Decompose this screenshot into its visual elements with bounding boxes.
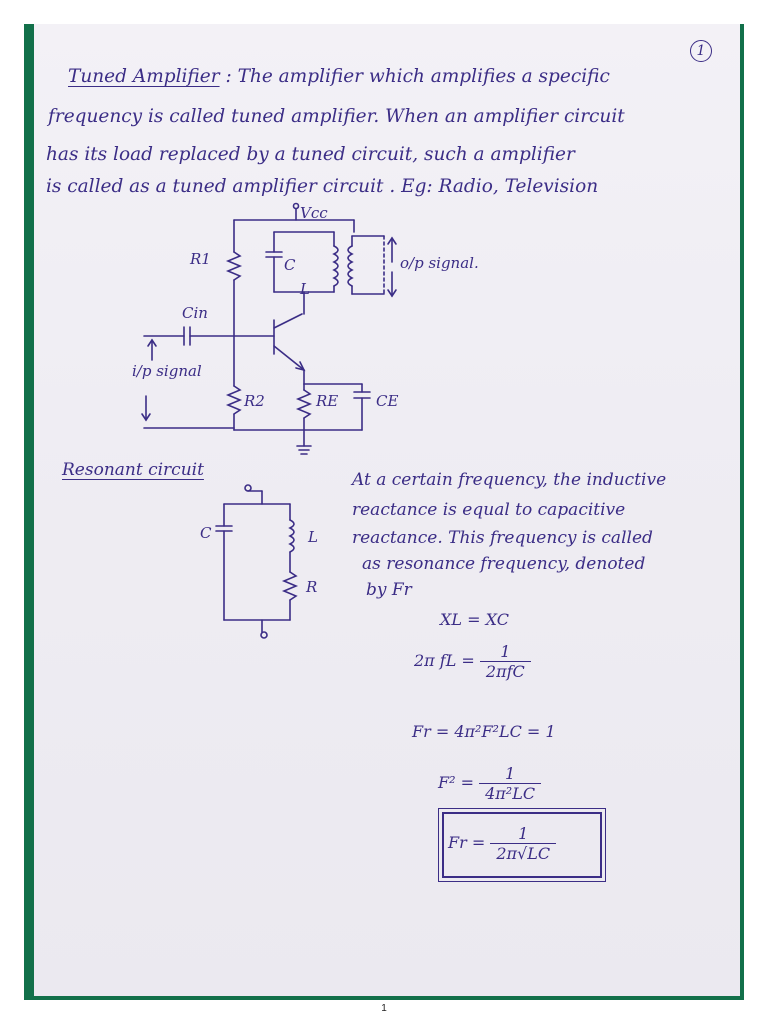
resonant-text-2: reactance is equal to capacitive <box>352 500 626 520</box>
footer-page-number: 1 <box>381 1003 387 1014</box>
page-number: 1 <box>690 40 712 62</box>
formula-f-squared-num: 1 <box>479 764 541 784</box>
formula-fr-4pi: Fr = 4π²F²LC = 1 <box>412 722 556 741</box>
formula-fr-result-den: 2π√LC <box>496 844 551 863</box>
notebook-page <box>34 24 740 996</box>
formula-2pi-fl-fraction <box>480 642 531 681</box>
label-re: RE <box>316 392 339 410</box>
formula-f-squared-fraction <box>479 764 541 803</box>
formula-f-squared-den: 4π²LC <box>485 784 536 803</box>
label-c-tank: C <box>284 256 296 274</box>
resonant-text-4: as resonance frequency, denoted <box>362 554 646 574</box>
formula-f-squared <box>438 764 541 803</box>
label-ip-signal: i/p signal <box>132 362 202 380</box>
formula-xl-xc: XL = XC <box>440 610 509 629</box>
label-c-resonant: C <box>200 524 212 542</box>
formula-2pi-fl-lhs: 2π fL = <box>414 651 475 670</box>
tuned-line-2: frequency is called tuned amplifier. When an amplifier circuit <box>48 106 625 127</box>
resonant-text-1: At a certain frequency, the inductive <box>352 470 667 490</box>
label-ce: CE <box>376 392 399 410</box>
resonant-title: Resonant circuit <box>62 460 204 480</box>
label-cin: Cin <box>182 304 208 322</box>
label-l-resonant: L <box>308 528 318 546</box>
label-op-signal: o/p signal. <box>400 254 479 272</box>
label-l-tank: L <box>300 280 310 298</box>
tuned-title: Tuned Amplifier <box>68 66 220 87</box>
label-r-resonant: R <box>306 578 318 596</box>
formula-2pi-fl <box>414 642 531 681</box>
formula-fr-result-num: 1 <box>490 824 556 844</box>
formula-f-squared-lhs: F² = <box>438 773 475 792</box>
label-r2: R2 <box>244 392 265 410</box>
formula-fr-result-lhs: Fr = <box>448 833 486 852</box>
tuned-text-1: : The amplifier which amplifies a specific <box>225 66 610 87</box>
resonant-text-5: by Fr <box>366 580 412 600</box>
tuned-line-4: is called as a tuned amplifier circuit . Eg: Radio, Television <box>46 176 599 197</box>
label-r1: R1 <box>190 250 211 268</box>
formula-2pi-fl-num: 1 <box>480 642 531 662</box>
formula-2pi-fl-den: 2πfC <box>485 662 525 681</box>
formula-fr-result <box>448 824 556 863</box>
tuned-line-3: has its load replaced by a tuned circuit, such a amplifier <box>46 144 575 165</box>
formula-fr-result-fraction <box>490 824 556 863</box>
resonant-text-3: reactance. This frequency is called <box>352 528 653 548</box>
label-vcc: Vcc <box>300 204 328 222</box>
